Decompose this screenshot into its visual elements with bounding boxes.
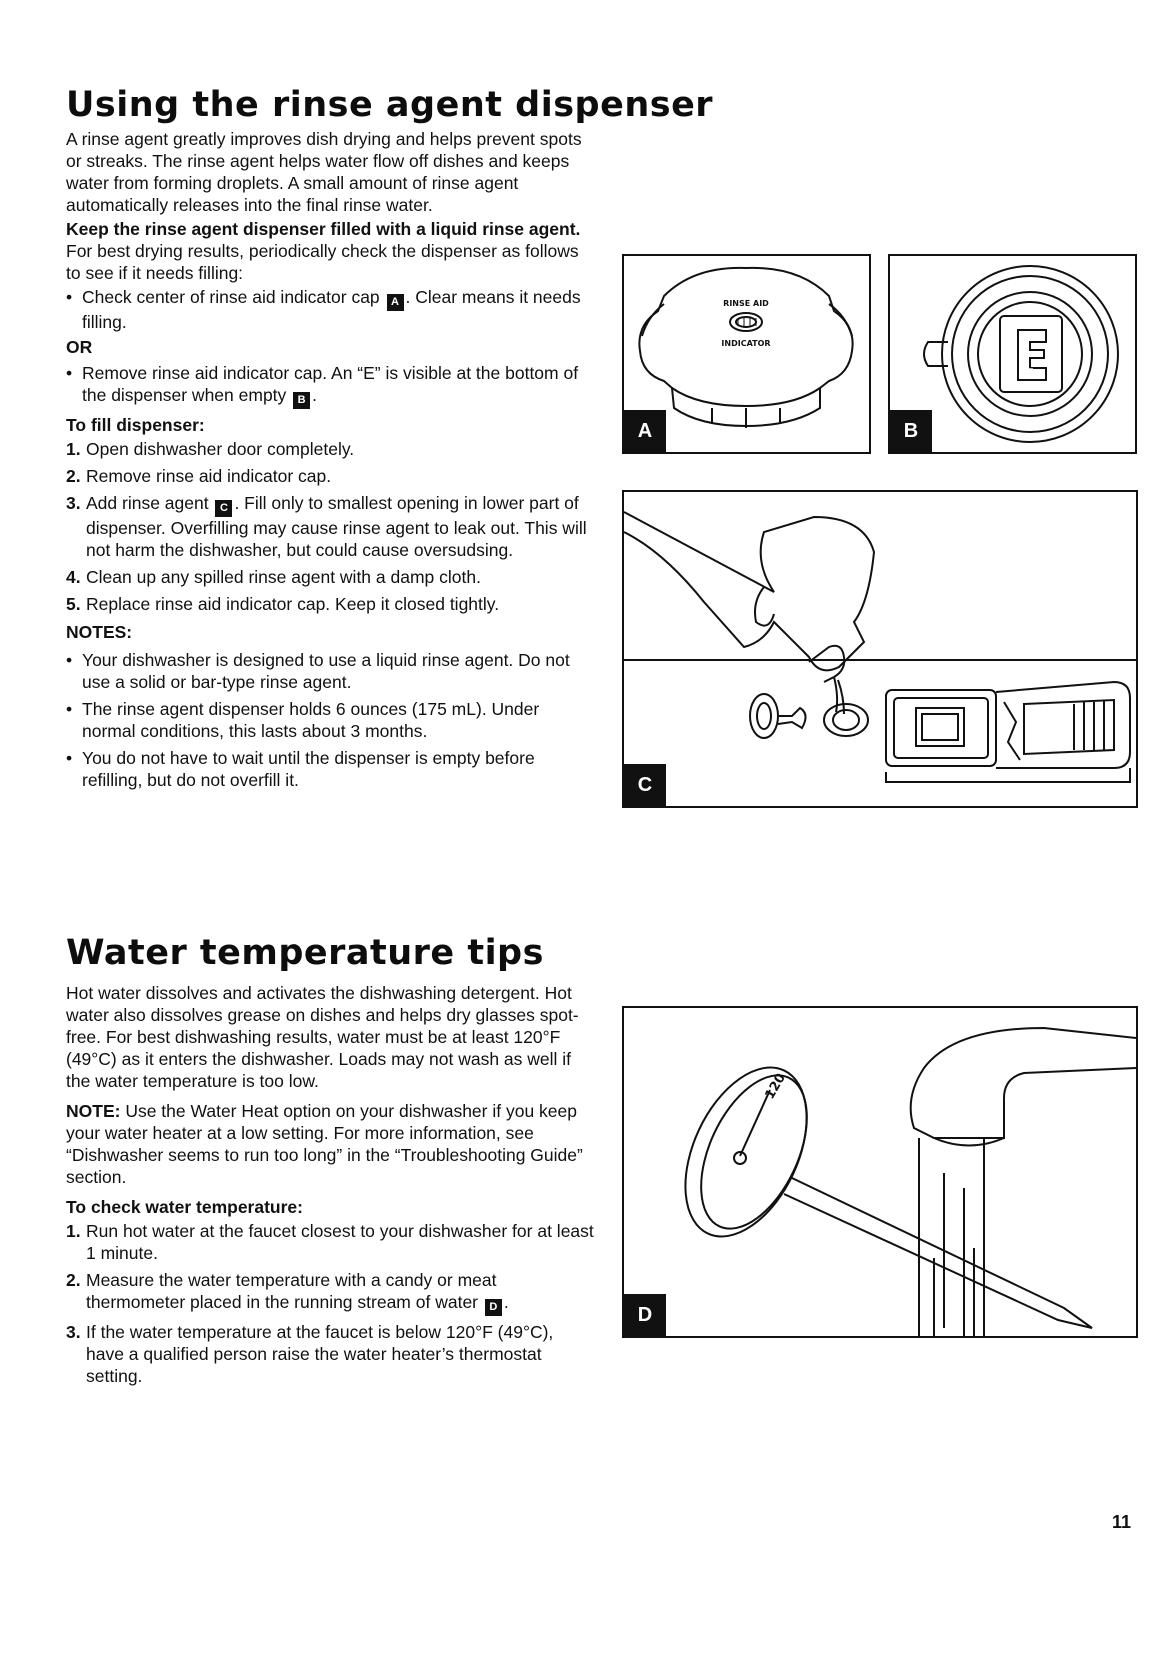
notes-list [66, 649, 596, 791]
water-intro: Hot water dissolves and activates the dishwashing detergent. Hot water also dissolves grease on dishes and helps dry glasses spot-free. For best dishwashing results, water must be at least 120°F (49°C) as it enters the dishwasher. Loads may not wash as well if the water temperature is too low. [66, 983, 579, 1091]
list-item: 3. If the water temperature at the faucet is below 120°F (49°C), have a qualified person raise the water heater’s thermostat setting. [66, 1322, 554, 1386]
check-heading: To check water temperature: [66, 1197, 303, 1217]
figure-a-indicator-cap [622, 254, 871, 454]
check-list-1 [66, 286, 596, 333]
cap-text-bottom: INDICATOR [721, 339, 771, 348]
keep-filled-rest: For best drying results, periodically check the dispenser as follows to see if it needs filling: [66, 241, 579, 283]
list-item: 1. Open dishwasher door completely. [66, 439, 355, 459]
thermometer-illustration [624, 1008, 1136, 1336]
water-temperature-section [66, 932, 596, 1392]
list-item: • Remove rinse aid indicator cap. An “E” is visible at the bottom of the dispenser when empty B . [66, 362, 596, 409]
list-item: 1. Run hot water at the faucet closest to your dishwasher for at least 1 minute. [66, 1221, 594, 1263]
fill-heading: To fill dispenser: [66, 415, 205, 435]
note-label: NOTE: [66, 1101, 121, 1121]
list-item: • Check center of rinse aid indicator cap A . Clear means it needs filling. [66, 286, 596, 333]
list-item: 2. Measure the water temperature with a candy or meat thermometer placed in the running stream of water D . [66, 1269, 596, 1316]
list-item: 5. Replace rinse aid indicator cap. Keep it closed tightly. [66, 594, 500, 614]
keep-filled-bold: Keep the rinse agent dispenser filled with a liquid rinse agent. [66, 219, 581, 239]
page-number: 11 [1112, 1512, 1132, 1532]
figure-b-empty-indicator [888, 254, 1137, 454]
figure-key-d: D [485, 1299, 502, 1316]
list-item: • Your dishwasher is designed to use a liquid rinse agent. Do not use a solid or bar-type rinse agent. [66, 649, 596, 693]
list-item: 3. Add rinse agent C . Fill only to smallest opening in lower part of dispenser. Overfilling may cause rinse agent to leak out. This will not harm the dishwasher, but could cause oversudsing. [66, 493, 587, 560]
section-title-water-temperature: Water temperature tips [66, 933, 544, 973]
temperature-steps [66, 1220, 596, 1387]
rinse-agent-section [66, 84, 714, 796]
figure-label-b: B [890, 410, 932, 452]
water-note: NOTE: Use the Water Heat option on your dishwasher if you keep your water heater at a low setting. For more information, see “Dishwasher seems to run too long” in the “Troubleshooting Guide” section. [66, 1101, 583, 1187]
figure-key-a: A [387, 294, 404, 311]
list-item: • The rinse agent dispenser holds 6 ounces (175 mL). Under normal conditions, this lasts about 3 months. [66, 698, 596, 742]
filling-illustration [624, 492, 1136, 806]
empty-e-letter: E [1028, 367, 1034, 376]
check-list-2 [66, 362, 596, 409]
figure-label-a: A [624, 410, 666, 452]
section-title-rinse-agent: Using the rinse agent dispenser [66, 85, 714, 125]
figure-d-thermometer [622, 1006, 1138, 1338]
thermometer-dial-text: 120 [762, 1070, 790, 1102]
list-item: 4. Clean up any spilled rinse agent with a damp cloth. [66, 567, 481, 587]
notes-heading: NOTES: [66, 622, 133, 642]
keep-filled-paragraph [66, 218, 596, 284]
cap-text-top: RINSE AID [723, 299, 769, 308]
figure-label-c: C [624, 764, 666, 806]
list-item: 2. Remove rinse aid indicator cap. [66, 466, 332, 486]
fill-steps [66, 438, 596, 615]
figure-key-c: C [215, 500, 232, 517]
or-label: OR [66, 337, 93, 357]
figure-c-adding-rinse-agent [622, 490, 1138, 808]
rinse-intro: A rinse agent greatly improves dish drying and helps prevent spots or streaks. The rinse agent helps water flow off dishes and keeps water from forming droplets. A small amount of rinse agent automatically releases into the final rinse water. [66, 129, 582, 215]
list-item: • You do not have to wait until the dispenser is empty before refilling, but do not overfill it. [66, 747, 596, 791]
figure-key-b: B [293, 392, 310, 409]
figure-label-d: D [624, 1294, 666, 1336]
